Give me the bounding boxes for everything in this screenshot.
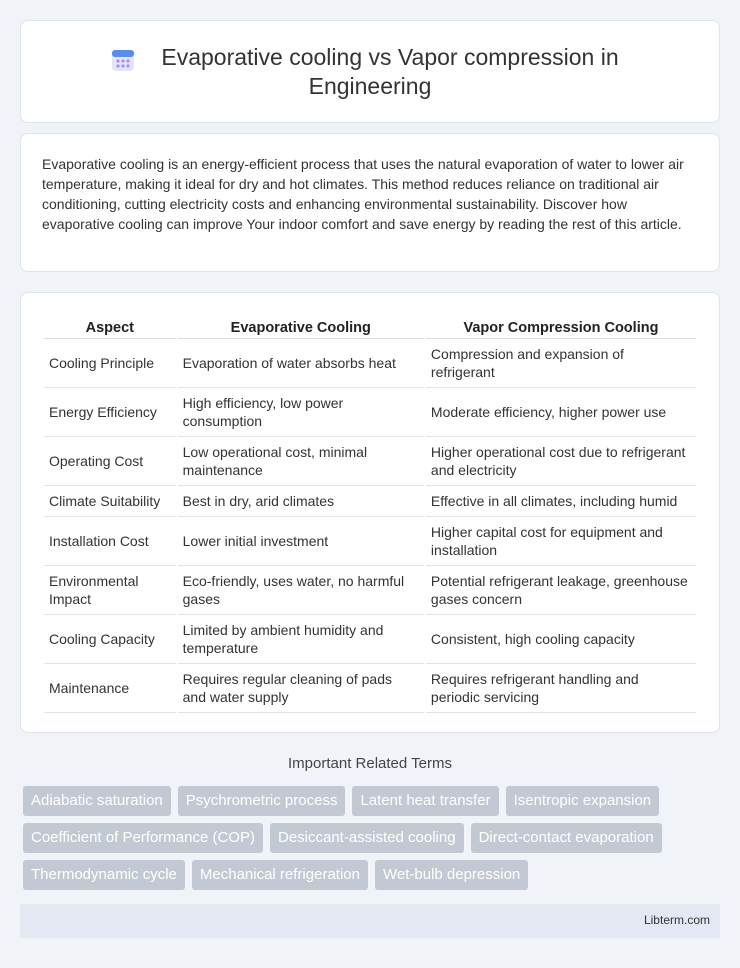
cell-evaporative: High efficiency, low power consumption [178,388,424,437]
title-line-1: Evaporative cooling vs Vapor compression in [161,44,619,70]
table-row [44,486,696,517]
intro-paragraph: Evaporative cooling is an energy-efficient process that uses the natural evaporation of water to lower air temperature, making it ideal for dry and hot climates. This method reduces reliance on traditional air conditioning, cutting electricity costs and enhancing environmental sustainability. Discover how evaporative cooling can improve Your indoor comfort and save energy by reading the rest of this article. [42,156,684,232]
cell-vapor: Compression and expansion of refrigerant [426,339,696,388]
cell-evaporative: Lower initial investment [178,517,424,566]
footer-site-link[interactable]: Libterm.com [643,913,710,927]
table-row [44,437,696,486]
cell-vapor: Requires refrigerant handling and periodic servicing [426,664,696,713]
cell-aspect: Maintenance [44,664,176,713]
table-header-row [44,315,696,339]
title-line-2: Engineering [308,73,432,99]
related-term-tag[interactable]: Isentropic expansion [506,786,660,816]
related-term-tag[interactable]: Direct-contact evaporation [471,823,662,853]
header-aspect: Aspect [44,315,176,339]
related-term-tag[interactable]: Wet-bulb depression [375,860,528,890]
related-term-tag[interactable]: Mechanical refrigeration [192,860,368,890]
cell-vapor: Higher operational cost due to refrigerant and electricity [426,437,696,486]
title-card [20,20,720,123]
cell-aspect: Environmental Impact [44,566,176,615]
footer [20,904,720,938]
cell-vapor: Higher capital cost for equipment and installation [426,517,696,566]
header-vapor-compression: Vapor Compression Cooling [426,315,696,339]
cell-aspect: Cooling Principle [44,339,176,388]
cell-aspect: Operating Cost [44,437,176,486]
related-terms-title: Important Related Terms [288,755,452,772]
comparison-card [20,292,720,733]
cell-aspect: Installation Cost [44,517,176,566]
table-row [44,388,696,437]
table-row [44,664,696,713]
related-term-tag[interactable]: Psychrometric process [178,786,346,816]
cell-evaporative: Eco-friendly, uses water, no harmful gases [178,566,424,615]
cell-vapor: Consistent, high cooling capacity [426,615,696,664]
cell-vapor: Effective in all climates, including humid [426,486,696,517]
cell-evaporative: Low operational cost, minimal maintenance [178,437,424,486]
table-row [44,339,696,388]
related-term-tag[interactable]: Adiabatic saturation [23,786,171,816]
cell-evaporative: Best in dry, arid climates [178,486,424,517]
intro-card [20,133,720,272]
cell-aspect: Energy Efficiency [44,388,176,437]
cell-evaporative: Evaporation of water absorbs heat [178,339,424,388]
cell-vapor: Potential refrigerant leakage, greenhouse gases concern [426,566,696,615]
related-term-tag[interactable]: Desiccant-assisted cooling [270,823,464,853]
cell-vapor: Moderate efficiency, higher power use [426,388,696,437]
cell-evaporative: Limited by ambient humidity and temperature [178,615,424,664]
cell-aspect: Cooling Capacity [44,615,176,664]
table-row [44,517,696,566]
cell-aspect: Climate Suitability [44,486,176,517]
comparison-table [42,315,698,713]
related-term-tag[interactable]: Thermodynamic cycle [23,860,185,890]
related-term-tag[interactable]: Latent heat transfer [352,786,498,816]
related-term-tag[interactable]: Coefficient of Performance (COP) [23,823,263,853]
related-terms-list [23,786,723,890]
header-evaporative: Evaporative Cooling [178,315,424,339]
page-title [21,43,719,101]
table-row [44,615,696,664]
table-row [44,566,696,615]
cell-evaporative: Requires regular cleaning of pads and water supply [178,664,424,713]
